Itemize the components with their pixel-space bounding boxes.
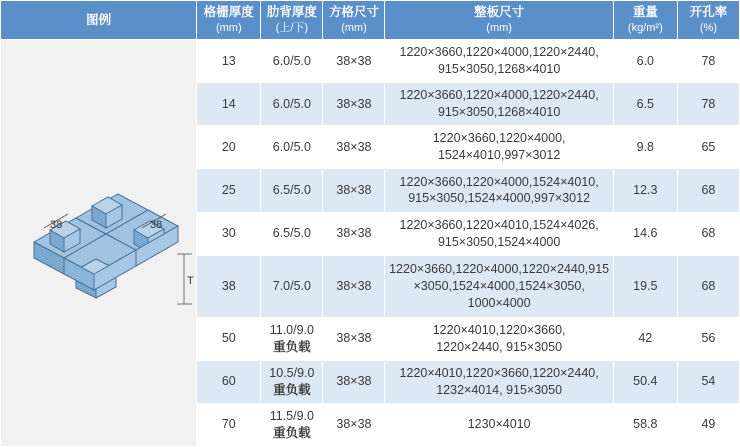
cell-rib-value: 11.5/9.0 (269, 409, 314, 424)
cell-open-ratio: 78 (677, 40, 739, 83)
header-row (1, 1, 740, 40)
cell-open-ratio: 68 (677, 212, 739, 255)
cell-thickness: 20 (197, 126, 261, 169)
cell-weight: 9.8 (613, 126, 677, 169)
cell-rib-value: 7.0/5.0 (272, 278, 311, 293)
cell-cell-size: 38×38 (323, 317, 385, 360)
cell-thickness: 13 (197, 40, 261, 83)
cell-open-ratio: 49 (677, 403, 739, 446)
cell-rib (261, 126, 323, 169)
cell-weight: 58.8 (613, 403, 677, 446)
cell-cell-size: 38×38 (323, 126, 385, 169)
column-header-thickness-unit: (mm) (215, 22, 242, 35)
grating-figure-cell (1, 40, 197, 447)
column-header-thickness-title: 格栅厚度 (203, 5, 254, 20)
cell-weight: 50.4 (613, 360, 677, 403)
cell-panel-size (385, 360, 613, 403)
cell-rib (261, 40, 323, 83)
column-header-rib-title: 肋背厚度 (266, 5, 317, 20)
cell-rib (261, 360, 323, 403)
grating-illustration-icon (4, 42, 200, 444)
panel-size-line: 1220×3660,1220×4010,1524×4026, (399, 217, 599, 232)
cell-weight: 6.0 (613, 40, 677, 83)
cell-cell-size: 38×38 (323, 40, 385, 83)
panel-size-line: 1000×4000 (467, 295, 531, 310)
cell-rib-value: 6.0/5.0 (272, 139, 311, 154)
cell-rib-value: 11.0/9.0 (269, 322, 314, 337)
column-header-figure (1, 1, 197, 40)
panel-size-line: 915×3050,1524×4000 (437, 234, 561, 249)
panel-size-line: 1220×3660,1220×4000,1220×2440, (399, 88, 599, 103)
cell-panel-size (385, 40, 613, 83)
table-body (1, 40, 740, 447)
cell-open-ratio: 68 (677, 169, 739, 212)
column-header-cell-size-title: 方格尺寸 (328, 5, 379, 20)
cell-rib-note: 重负载 (273, 425, 311, 440)
column-header-open-ratio-unit: (%) (699, 22, 717, 35)
table-row (1, 40, 740, 83)
cell-panel-size (385, 403, 613, 446)
panel-size-line: 915×3050,1268×4010 (437, 105, 561, 120)
cell-panel-size (385, 212, 613, 255)
cell-cell-size: 38×38 (323, 255, 385, 317)
column-header-open-ratio-title: 开孔率 (689, 5, 728, 20)
column-header-rib-unit: (上/下) (275, 22, 309, 35)
cell-thickness: 30 (197, 212, 261, 255)
cell-thickness: 70 (197, 403, 261, 446)
panel-size-line: 1220×2440, 915×3050 (436, 339, 563, 354)
cell-rib-note: 重负载 (273, 382, 311, 397)
cell-panel-size (385, 83, 613, 126)
panel-size-line: 1220×4010,1220×3660,1220×2440, (399, 365, 599, 380)
cell-open-ratio: 65 (677, 126, 739, 169)
cell-rib (261, 169, 323, 212)
cell-rib (261, 212, 323, 255)
cell-open-ratio: 68 (677, 255, 739, 317)
cell-open-ratio: 54 (677, 360, 739, 403)
cell-rib (261, 83, 323, 126)
cell-thickness: 50 (197, 317, 261, 360)
column-header-panel-size (385, 1, 613, 40)
cell-thickness: 38 (197, 255, 261, 317)
panel-size-line: 1220×3660,1220×4000, (432, 131, 566, 146)
column-header-panel-size-title: 整板尺寸 (474, 5, 525, 20)
column-header-cell-size (323, 1, 385, 40)
cell-open-ratio: 56 (677, 317, 739, 360)
column-header-cell-size-unit: (mm) (341, 22, 367, 35)
grating-figure (4, 42, 193, 444)
cell-thickness: 60 (197, 360, 261, 403)
cell-panel-size (385, 169, 613, 212)
cell-rib-value: 10.5/9.0 (269, 365, 315, 380)
panel-size-line: 1220×3660,1220×4000,1220×2440, (399, 45, 599, 60)
column-header-weight (613, 1, 677, 40)
cell-rib-value: 6.0/5.0 (272, 96, 311, 111)
cell-weight: 12.3 (613, 169, 677, 212)
figure-label-thickness: T (187, 275, 194, 287)
column-header-weight-title: 重量 (632, 5, 658, 20)
column-header-thickness (197, 1, 261, 40)
column-header-panel-size-unit: (mm) (486, 22, 512, 35)
panel-size-line: 1524×4010,997×3012 (437, 148, 561, 163)
cell-rib-value: 6.5/5.0 (272, 226, 311, 241)
table-header (1, 1, 740, 40)
cell-rib (261, 317, 323, 360)
cell-cell-size: 38×38 (323, 360, 385, 403)
cell-weight: 19.5 (613, 255, 677, 317)
cell-cell-size: 38×38 (323, 169, 385, 212)
column-header-weight-unit: (kg/m²) (627, 22, 663, 35)
panel-size-line: 1220×3660,1220×4000,1220×2440,915 (389, 261, 610, 276)
panel-size-line: 1232×4014, 915×3050 (436, 382, 563, 397)
panel-size-line: ×3050,1524×4000,1524×3050, (413, 278, 585, 293)
panel-size-line: 1220×3660,1220×4000,1524×4010, (399, 174, 599, 189)
cell-thickness: 25 (197, 169, 261, 212)
cell-panel-size (385, 255, 613, 317)
cell-thickness: 14 (197, 83, 261, 126)
figure-label-right: 38 (150, 219, 163, 231)
cell-panel-size (385, 126, 613, 169)
panel-size-line: 1220×4010,1220×3660, (432, 322, 566, 337)
column-header-figure-title: 图例 (86, 12, 112, 27)
cell-panel-size (385, 317, 613, 360)
column-header-rib (261, 1, 323, 40)
cell-weight: 6.5 (613, 83, 677, 126)
cell-weight: 14.6 (613, 212, 677, 255)
cell-open-ratio: 78 (677, 83, 739, 126)
panel-size-line: 915×3050,1524×4000,997×3012 (408, 191, 591, 206)
cell-rib (261, 403, 323, 446)
panel-size-line: 915×3050,1268×4010 (437, 62, 561, 77)
column-header-open-ratio (677, 1, 739, 40)
cell-rib-note: 重负载 (273, 339, 311, 354)
panel-size-line: 1230×4010 (467, 417, 531, 432)
cell-rib-value: 6.5/5.0 (272, 183, 311, 197)
cell-rib (261, 255, 323, 317)
cell-cell-size: 38×38 (323, 212, 385, 255)
cell-cell-size: 38×38 (323, 83, 385, 126)
cell-cell-size: 38×38 (323, 403, 385, 446)
cell-weight: 42 (613, 317, 677, 360)
cell-rib-value: 6.0/5.0 (272, 53, 311, 68)
figure-label-left: 38 (50, 219, 63, 231)
